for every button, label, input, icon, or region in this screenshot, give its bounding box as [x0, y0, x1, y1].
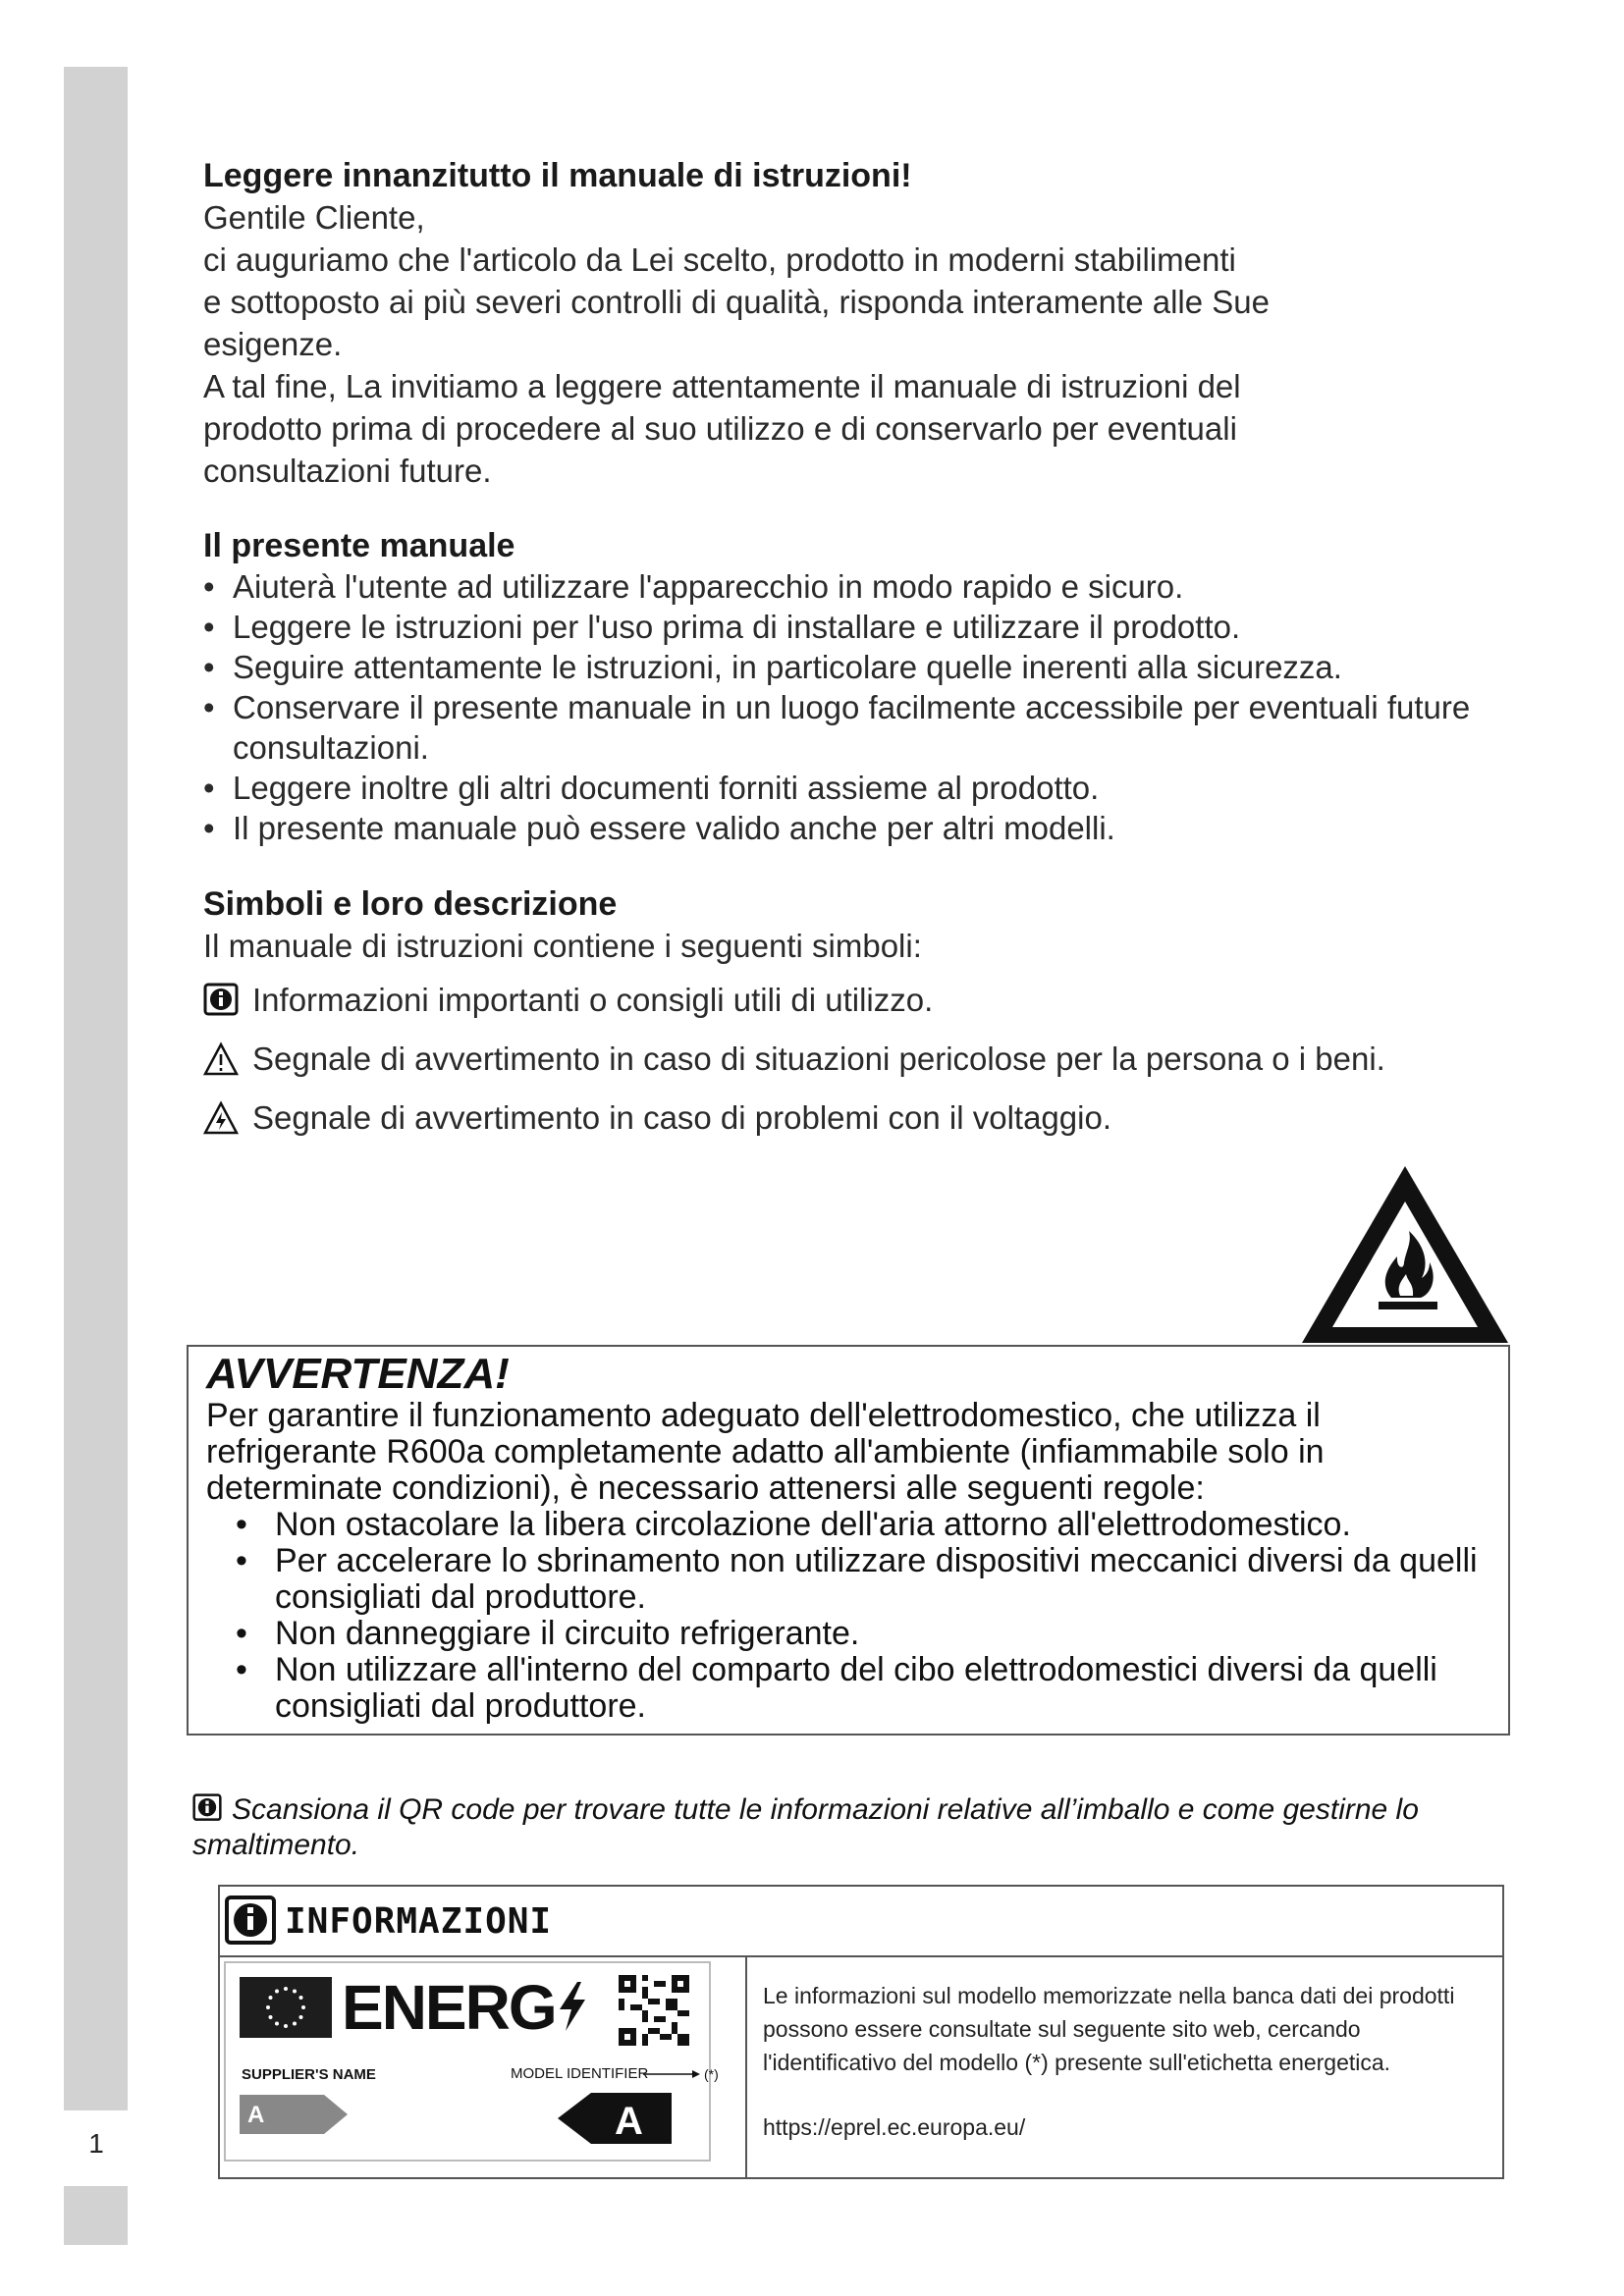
symbol-description: Segnale di avvertimento in caso di problemi con il voltaggio.	[252, 1099, 1111, 1136]
list-item: • Leggere le istruzioni per l'uso prima di installare e utilizzare il prodotto.	[203, 609, 1241, 645]
energy-class-big-text: A	[615, 2100, 643, 2143]
qr-note	[192, 1792, 1547, 1863]
intro-line: Gentile Cliente,	[203, 199, 425, 236]
model-asterisk: (*)	[704, 2066, 719, 2082]
list-item: • Leggere inoltre gli altri documenti forniti assieme al prodotto.	[203, 770, 1100, 806]
list-item: • Non danneggiare il circuito refrigerante.	[236, 1615, 860, 1652]
voltage-warning-icon	[203, 1100, 239, 1136]
list-item: • Seguire attentamente le istruzioni, in particolare quelle inerenti alla sicurezza.	[203, 649, 1342, 685]
energy-class-big	[558, 2091, 672, 2146]
warning-icon	[203, 1041, 239, 1077]
info-icon	[203, 983, 239, 1018]
info-icon	[224, 1895, 277, 1948]
energy-label	[224, 1961, 719, 2162]
info-header-title: INFORMAZIONI	[285, 1900, 553, 1942]
eprel-link[interactable]: https://eprel.ec.europa.eu/	[763, 2114, 1026, 2140]
list-item: • Conservare il presente manuale in un luogo facilmente accessibile per eventuali future consultazioni.	[203, 689, 1471, 766]
symbols-intro: Il manuale di istruzioni contiene i seguenti simboli:	[203, 928, 922, 964]
warning-bullet-list	[206, 1507, 1490, 1725]
page-number: 1	[88, 2128, 104, 2159]
symbol-description: Informazioni importanti o consigli utili di utilizzo.	[252, 982, 934, 1018]
manual-title: Il presente manuale	[203, 527, 515, 564]
info-header	[220, 1887, 1502, 1957]
manual-section	[203, 525, 1519, 848]
intro-line: ci auguriamo che l'articolo da Lei scelto, prodotto in moderni stabilimenti	[203, 241, 1236, 278]
symbols-section	[203, 883, 1519, 1144]
symbol-description: Segnale di avvertimento in caso di situazioni pericolose per la persona o i beni.	[252, 1041, 1385, 1077]
info-description: Le informazioni sul modello memorizzate nella banca dati dei prodotti possono essere consultate sul seguente sito web, cercando l'identificativo del modello (*) presente sull'etichetta energetica.	[763, 1983, 1455, 2075]
qr-code-icon	[619, 1975, 689, 2046]
qr-note-text: Scansiona il QR code per trovare tutte le informazioni relative all’imballo e come gestirne lo smaltimento.	[192, 1793, 1419, 1861]
intro-line: e sottoposto ai più severi controlli di qualità, risponda interamente alle Sue	[203, 284, 1270, 320]
energy-label-title: ENERG	[342, 1971, 589, 2044]
page-margin-bar-bottom	[64, 2186, 128, 2245]
intro-line: A tal fine, La invitiamo a leggere attentamente il manuale di istruzioni del	[203, 368, 1241, 404]
list-item: • Per accelerare lo sbrinamento non utilizzare dispositivi meccanici diversi da quelli consigliati dal produttore.	[236, 1542, 1478, 1616]
warning-title: AVVERTENZA!	[206, 1350, 510, 1398]
info-description-cell	[747, 1957, 1502, 2179]
intro-line: prodotto prima di procedere al suo utilizzo e di conservarlo per eventuali	[203, 410, 1237, 447]
list-item: • Il presente manuale può essere valido anche per altri modelli.	[203, 810, 1115, 846]
info-icon	[192, 1793, 222, 1823]
symbol-row-warning	[203, 1034, 1519, 1085]
list-item: • Aiuterà l'utente ad utilizzare l'apparecchio in modo rapido e sicuro.	[203, 568, 1184, 605]
symbol-row-voltage	[203, 1093, 1519, 1144]
warning-text-line: determinate condizioni), è necessario attenersi alle seguenti regole:	[206, 1469, 1205, 1507]
arrow-right-icon	[643, 2065, 731, 2085]
symbols-title: Simboli e loro descrizione	[203, 885, 618, 923]
energy-class-small-text: A	[247, 2102, 265, 2128]
lightning-icon	[556, 1980, 589, 2033]
info-box	[218, 1885, 1504, 2179]
warning-box	[187, 1345, 1510, 1735]
flammable-warning-sign-icon	[1298, 1160, 1512, 1347]
eu-flag-icon	[240, 1977, 332, 2038]
manual-bullet-list	[203, 566, 1519, 848]
intro-line: esigenze.	[203, 326, 343, 362]
energy-label-cell	[220, 1957, 747, 2179]
list-item: • Non ostacolare la libera circolazione dell'aria attorno all'elettrodomestico.	[236, 1506, 1351, 1543]
intro-line: consultazioni future.	[203, 453, 492, 489]
list-item: • Non utilizzare all'interno del comparto del cibo elettrodomestici diversi da quelli consigliati dal produttore.	[236, 1651, 1437, 1725]
intro-title: Leggere innanzitutto il manuale di istruzioni!	[203, 157, 912, 194]
energy-class-small	[240, 2093, 350, 2136]
warning-text-line: Per garantire il funzionamento adeguato dell'elettrodomestico, che utilizza il	[206, 1397, 1321, 1434]
main-content	[203, 155, 1519, 1144]
warning-text-line: refrigerante R600a completamente adatto all'ambiente (infiammabile solo in	[206, 1433, 1325, 1470]
symbol-row-info	[203, 975, 1519, 1026]
info-body	[220, 1957, 1502, 2179]
page-margin-bar	[64, 67, 128, 2110]
model-identifier: MODEL IDENTIFIER	[511, 2065, 649, 2082]
supplier-name: SUPPLIER'S NAME	[242, 2066, 376, 2083]
